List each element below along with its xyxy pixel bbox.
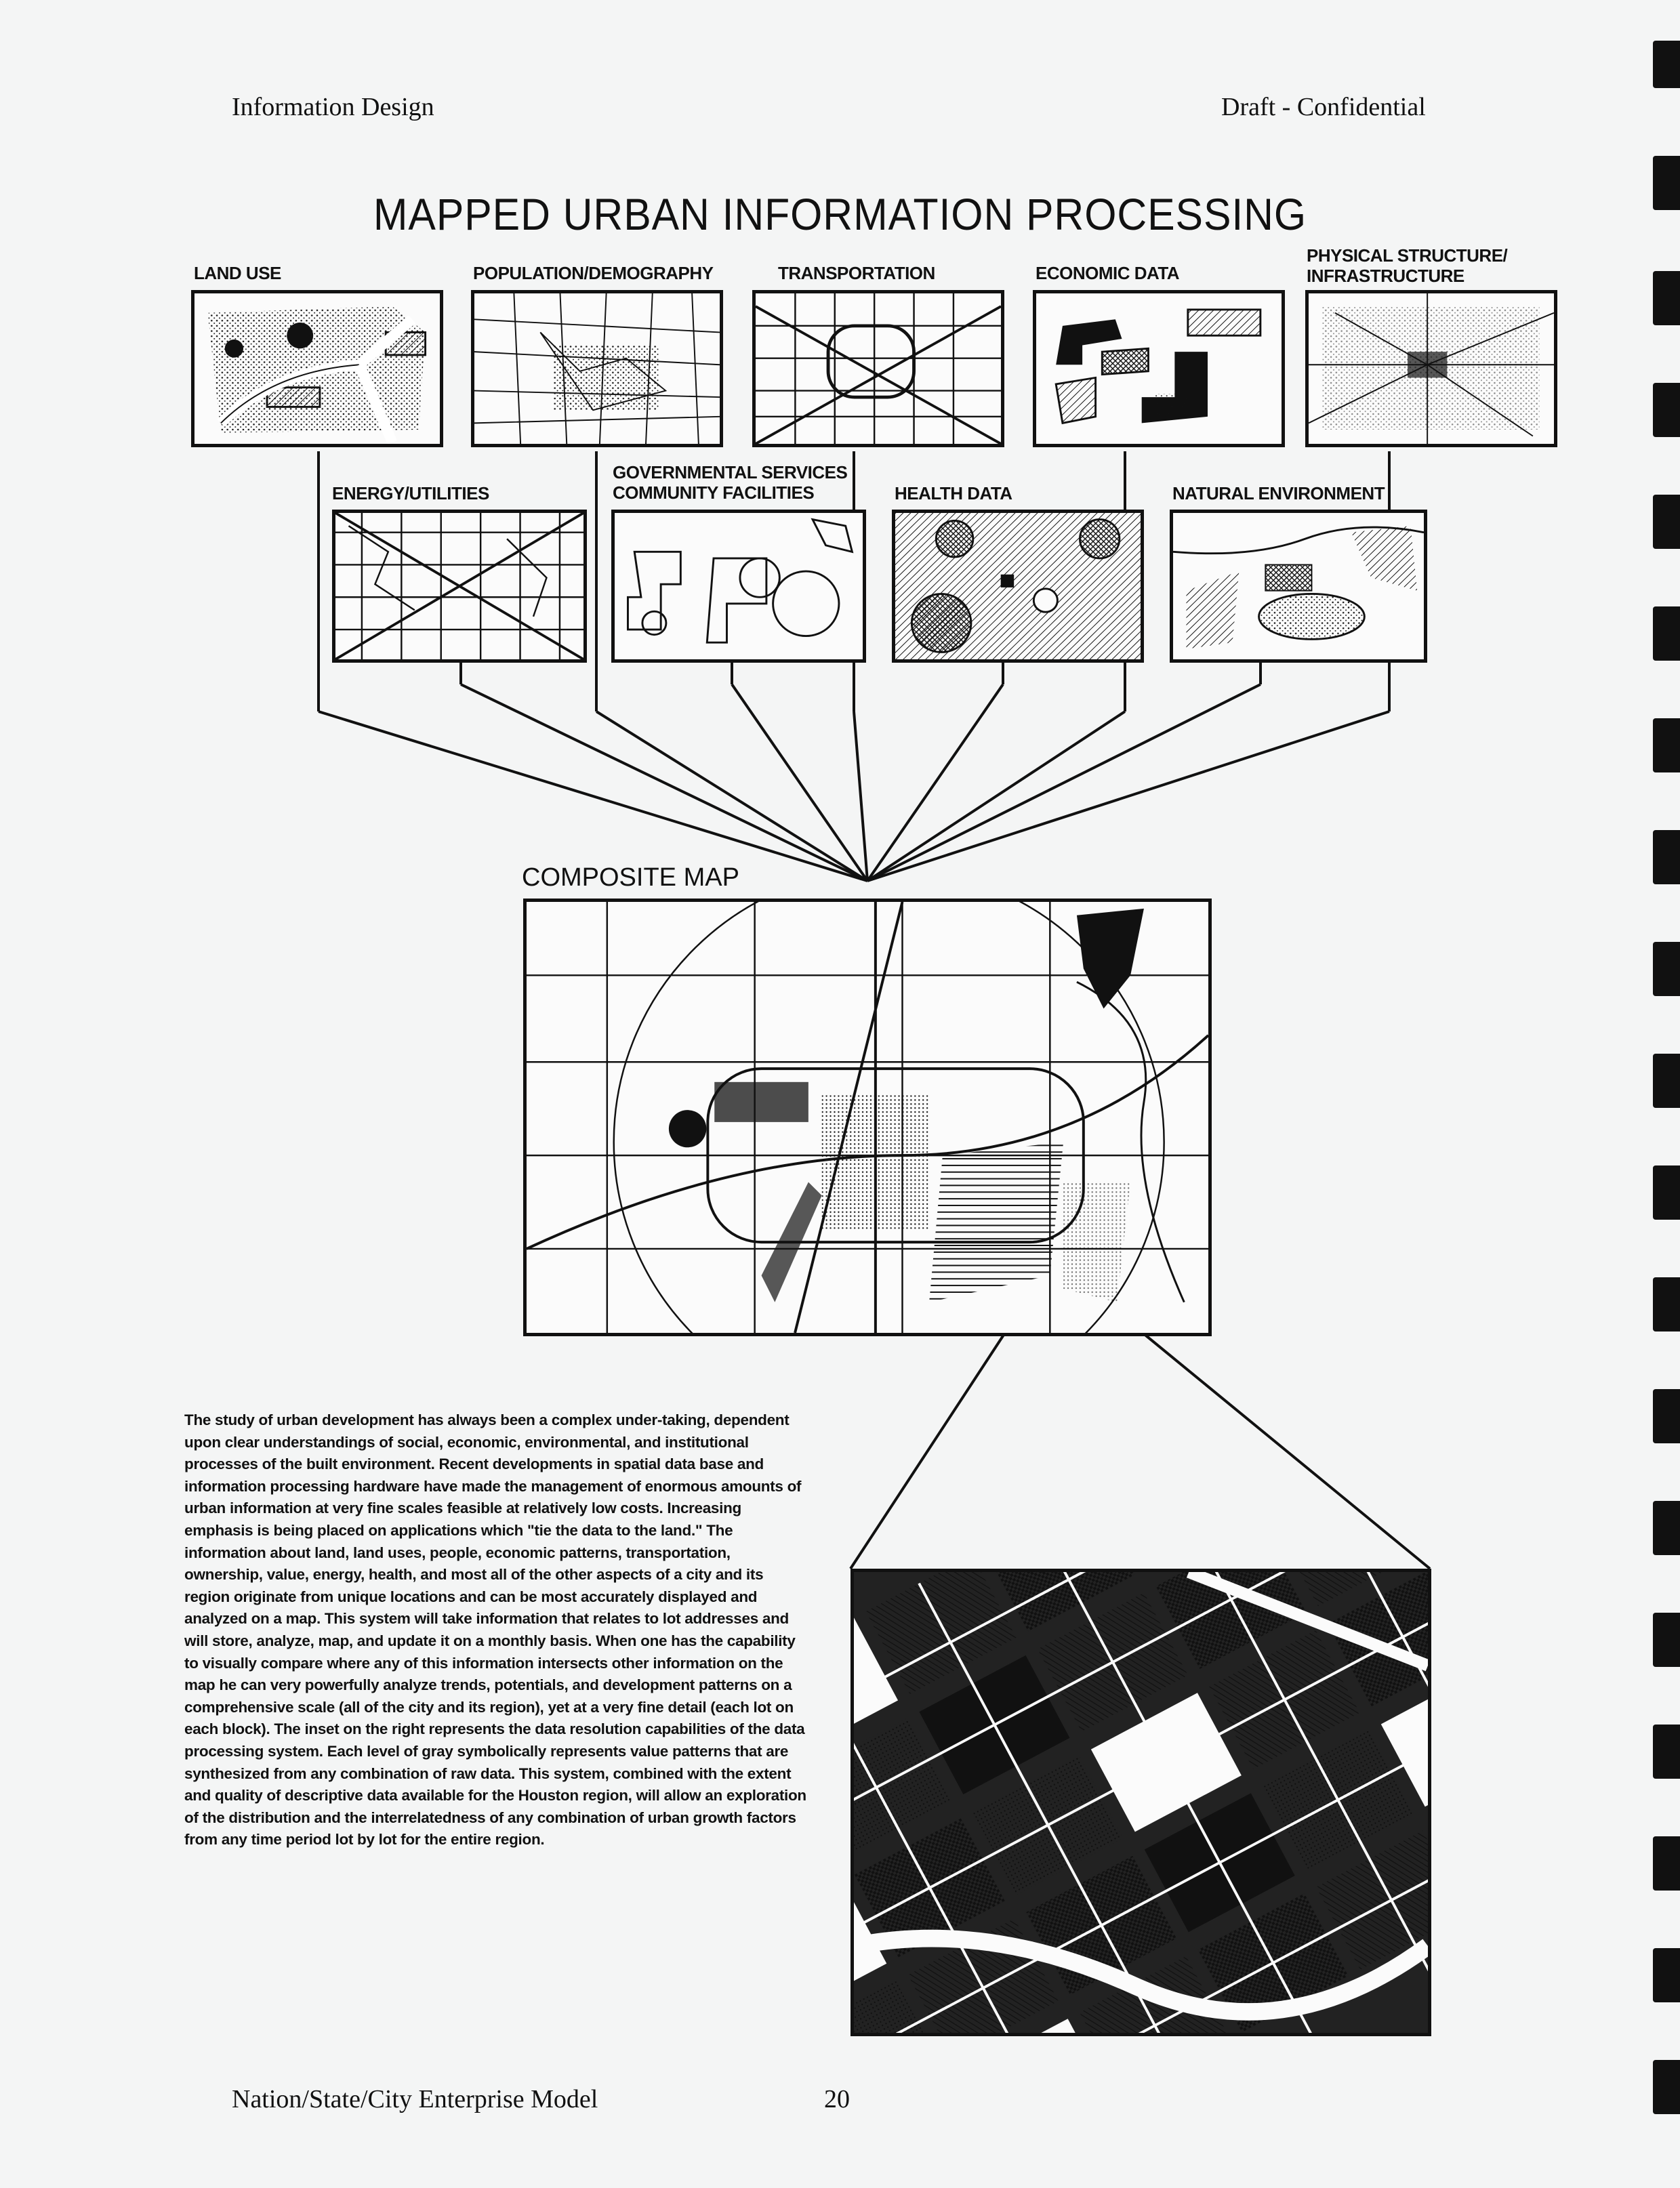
binder-hole [1653, 830, 1680, 884]
binder-hole [1653, 1277, 1680, 1332]
binder-hole [1653, 1948, 1680, 2002]
map-label-natural: NATURAL ENVIRONMENT [1172, 483, 1385, 503]
page-number: 20 [824, 2085, 850, 2113]
binder-hole [1653, 718, 1680, 772]
binder-hole [1653, 1165, 1680, 1220]
map-label-physical-line2: INFRASTRUCTURE [1307, 266, 1464, 286]
map-inset-lots [851, 1569, 1431, 2036]
map-label-governmental-line2: COMMUNITY FACILITIES [613, 482, 815, 503]
map-governmental [611, 510, 866, 663]
binder-hole [1653, 1054, 1680, 1108]
binder-hole [1653, 1613, 1680, 1667]
binder-hole [1653, 1836, 1680, 1891]
map-land-use [191, 290, 443, 447]
map-label-governmental-line1: GOVERNMENTAL SERVICES [613, 462, 848, 482]
map-natural-environment [1170, 510, 1427, 663]
footer-left: Nation/State/City Enterprise Model [232, 2085, 598, 2113]
map-label-land-use: LAND USE [194, 263, 281, 283]
binder-hole [1653, 495, 1680, 549]
map-label-health: HEALTH DATA [895, 483, 1012, 503]
map-label-governmental [613, 462, 847, 503]
map-transportation [752, 290, 1004, 447]
binder-hole [1653, 942, 1680, 996]
binder-hole [1653, 1389, 1680, 1443]
map-economic [1033, 290, 1285, 447]
composite-map-label: COMPOSITE MAP [522, 863, 739, 892]
binder-hole [1653, 606, 1680, 661]
map-label-population: POPULATION/DEMOGRAPHY [473, 263, 714, 283]
page-title: MAPPED URBAN INFORMATION PROCESSING [373, 189, 1307, 239]
binder-hole [1653, 41, 1680, 88]
header-left: Information Design [232, 93, 434, 121]
map-population [471, 290, 723, 447]
binder-hole [1653, 156, 1680, 210]
header-right: Draft - Confidential [1221, 93, 1426, 121]
map-label-economic: ECONOMIC DATA [1036, 263, 1180, 283]
map-energy [332, 510, 587, 663]
binder-hole [1653, 2060, 1680, 2114]
body-paragraph: The study of urban development has always been a complex under-taking, dependent upon clear understandings of social, economic, environmental, and institutional processes of the built environment. Recent developments in spatial data base and information processing hardware have made the management of enormous amounts of urban information at very fine scales feasible at relatively low costs. Increasing emphasis is being placed on applications which "tie the data to the land." The information about land, land uses, people, economic patterns, transportation, ownership, value, energy, health, and most all of the other aspects of a city and its region originate from unique locations and can be most accurately displayed and analyzed on a map. This system will take information that relates to lot addresses and will store, analyze, map, and update it on a monthly basis. When one has the capability to visually compare where any of this information intersects other information on the map he can very powerfully analyze trends, potentials, and development patterns on a comprehensive scale (all of the city and its region), yet at a very fine detail (each lot on each block). The inset on the right represents the data resolution capabilities of the data processing system. Each level of gray symbolically represents value patterns that are synthesized from any combination of raw data. This system, combined with the extent and quality of descriptive data available for the Houston region, will allow an exploration of the distribution and the interrelatedness of any combination of urban growth factors from any time period lot by lot for the entire region. [184, 1411, 806, 1849]
map-physical-structure [1305, 290, 1557, 447]
binder-hole [1653, 383, 1680, 437]
map-label-energy: ENERGY/UTILITIES [332, 483, 489, 503]
map-label-physical [1307, 245, 1507, 286]
map-label-physical-line1: PHYSICAL STRUCTURE/ [1307, 245, 1508, 266]
binder-hole [1653, 1725, 1680, 1779]
map-composite [523, 899, 1212, 1336]
binder-hole [1653, 271, 1680, 325]
map-label-transportation: TRANSPORTATION [778, 263, 935, 283]
binder-hole [1653, 1501, 1680, 1555]
map-health [892, 510, 1144, 663]
